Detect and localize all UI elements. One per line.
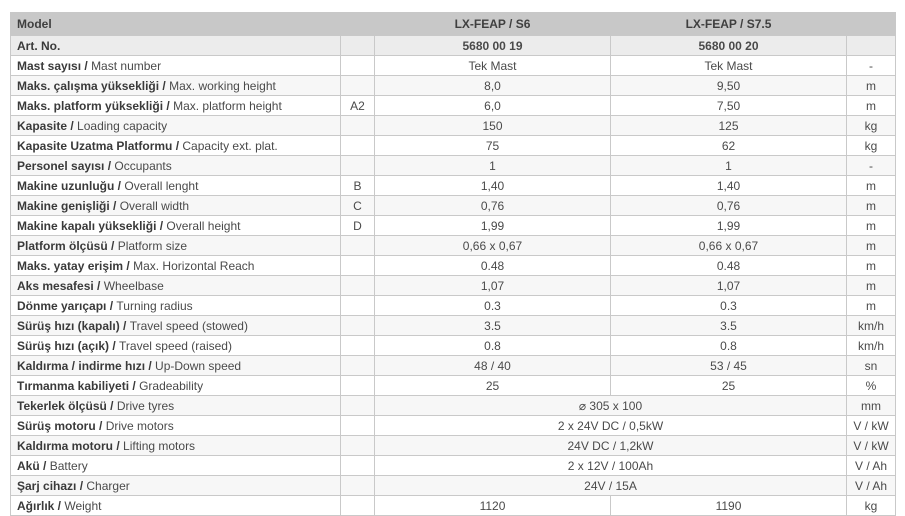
row-value-model-1: 0.8	[375, 336, 611, 356]
row-unit: -	[847, 156, 896, 176]
row-label-turkish: Dönme yarıçapı	[17, 298, 107, 313]
row-label-english: Drive tyres	[116, 398, 175, 413]
row-label	[11, 196, 341, 216]
table-row	[11, 36, 896, 56]
row-label-turkish: Maks. çalışma yüksekliği	[17, 78, 160, 93]
row-unit: -	[847, 56, 896, 76]
row-label-separator: /	[39, 458, 50, 473]
row-label	[11, 76, 341, 96]
row-value-model-1: 0,66 x 0,67	[375, 236, 611, 256]
row-ref	[341, 416, 375, 436]
row-label-separator: /	[106, 398, 117, 413]
row-ref	[341, 396, 375, 416]
row-label-turkish: Sürüş hızı (açık)	[17, 338, 110, 353]
row-ref	[341, 456, 375, 476]
row-label-turkish: Mast sayısı	[17, 58, 82, 73]
row-unit: kg	[847, 116, 896, 136]
header-model-label: Model	[11, 13, 341, 36]
row-unit: m	[847, 196, 896, 216]
row-value-model-2: Tek Mast	[611, 56, 847, 76]
row-value-model-1: 25	[375, 376, 611, 396]
row-value-model-2: 1190	[611, 496, 847, 516]
row-value-model-1: 0.3	[375, 296, 611, 316]
row-unit: kg	[847, 496, 896, 516]
row-value-model-2: 1,99	[611, 216, 847, 236]
table-row	[11, 196, 896, 216]
spec-table-body	[11, 36, 896, 516]
row-unit: sn	[847, 356, 896, 376]
row-value-model-1: 75	[375, 136, 611, 156]
row-value-model-2: 3.5	[611, 316, 847, 336]
row-value-model-1: Tek Mast	[375, 56, 611, 76]
row-label-turkish: Kapasite Uzatma Platformu	[17, 138, 173, 153]
row-label-turkish: Art. No.	[17, 38, 61, 53]
row-unit: V / Ah	[847, 456, 896, 476]
row-value-model-2: 125	[611, 116, 847, 136]
row-label-separator: /	[163, 98, 174, 113]
row-unit: kg	[847, 136, 896, 156]
row-value-model-2: 0,76	[611, 196, 847, 216]
table-row	[11, 336, 896, 356]
row-label-turkish: Tekerlek ölçüsü	[17, 398, 107, 413]
spec-table	[10, 12, 896, 516]
row-label	[11, 236, 341, 256]
table-row	[11, 376, 896, 396]
row-ref	[341, 36, 375, 56]
spec-table-container	[10, 12, 895, 516]
row-value-shared: 24V DC / 1,2kW	[375, 436, 847, 456]
row-label	[11, 96, 341, 116]
row-ref	[341, 436, 375, 456]
row-value-model-2: 1,07	[611, 276, 847, 296]
row-ref	[341, 296, 375, 316]
row-label-english: Up-Down speed	[155, 358, 242, 373]
row-value-model-2: 5680 00 20	[611, 36, 847, 56]
row-value-model-1: 8,0	[375, 76, 611, 96]
row-label-separator: /	[145, 358, 156, 373]
row-value-model-2: 9,50	[611, 76, 847, 96]
row-label	[11, 456, 341, 476]
row-value-shared: 2 x 24V DC / 0,5kW	[375, 416, 847, 436]
row-unit: m	[847, 236, 896, 256]
row-ref	[341, 256, 375, 276]
row-unit: V / Ah	[847, 476, 896, 496]
row-value-model-1: 3.5	[375, 316, 611, 336]
header-ref-cell	[341, 13, 375, 36]
row-label	[11, 296, 341, 316]
row-label-english: Weight	[64, 498, 102, 513]
header-row	[11, 13, 896, 36]
row-label-separator: /	[114, 178, 125, 193]
row-label	[11, 256, 341, 276]
row-label	[11, 276, 341, 296]
row-ref	[341, 156, 375, 176]
row-unit: km/h	[847, 336, 896, 356]
row-label-turkish: Makine kapalı yüksekliği	[17, 218, 157, 233]
row-ref: C	[341, 196, 375, 216]
row-value-model-1: 1	[375, 156, 611, 176]
row-label-english: Wheelbase	[103, 278, 164, 293]
row-label-separator: /	[93, 278, 104, 293]
row-unit: V / kW	[847, 416, 896, 436]
row-value-model-1: 1,07	[375, 276, 611, 296]
table-row	[11, 496, 896, 516]
row-label-turkish: Kaldırma motoru	[17, 438, 114, 453]
row-unit: V / kW	[847, 436, 896, 456]
row-value-shared: 24V / 15A	[375, 476, 847, 496]
row-label-english: Overall lenght	[124, 178, 199, 193]
row-label-separator: /	[119, 318, 130, 333]
row-value-model-1: 150	[375, 116, 611, 136]
row-label-english: Travel speed (stowed)	[129, 318, 248, 333]
row-label-english: Capacity ext. plat.	[182, 138, 278, 153]
row-unit: km/h	[847, 316, 896, 336]
row-label	[11, 116, 341, 136]
row-label-separator: /	[123, 258, 134, 273]
row-value-model-2: 62	[611, 136, 847, 156]
row-value-model-1: 0.48	[375, 256, 611, 276]
header-model-1: LX-FEAP / S6	[375, 13, 611, 36]
table-row	[11, 276, 896, 296]
row-label-separator: /	[129, 378, 140, 393]
row-label-turkish: Platform ölçüsü	[17, 238, 108, 253]
row-value-model-2: 7,50	[611, 96, 847, 116]
row-label-separator: /	[95, 418, 106, 433]
row-label	[11, 476, 341, 496]
row-unit: m	[847, 96, 896, 116]
row-label-separator: /	[109, 338, 120, 353]
row-label-english: Platform size	[117, 238, 188, 253]
table-row	[11, 76, 896, 96]
row-label	[11, 36, 341, 56]
table-row	[11, 456, 896, 476]
row-label-turkish: Tırmanma kabiliyeti	[17, 378, 130, 393]
row-label	[11, 156, 341, 176]
row-label-separator: /	[106, 298, 117, 313]
row-unit: mm	[847, 396, 896, 416]
row-value-shared: 2 x 12V / 100Ah	[375, 456, 847, 476]
row-ref	[341, 236, 375, 256]
row-label	[11, 56, 341, 76]
row-ref	[341, 76, 375, 96]
table-row	[11, 316, 896, 336]
row-label-english: Overall width	[119, 198, 190, 213]
row-label-separator: /	[67, 118, 78, 133]
row-ref	[341, 376, 375, 396]
row-unit: m	[847, 216, 896, 236]
row-value-model-2: 0.3	[611, 296, 847, 316]
row-label-turkish: Sürüş motoru	[17, 418, 96, 433]
row-label-separator: /	[172, 138, 183, 153]
row-label-separator: /	[104, 158, 115, 173]
row-label-english: Mast number	[91, 58, 162, 73]
row-unit: m	[847, 76, 896, 96]
row-value-model-2: 53 / 45	[611, 356, 847, 376]
row-value-model-1: 1,40	[375, 176, 611, 196]
row-label-separator: /	[54, 498, 65, 513]
row-label	[11, 136, 341, 156]
row-ref	[341, 476, 375, 496]
row-value-model-2: 0.48	[611, 256, 847, 276]
table-row	[11, 256, 896, 276]
row-label-english: Charger	[86, 478, 130, 493]
row-value-model-2: 0,66 x 0,67	[611, 236, 847, 256]
row-label-english: Loading capacity	[77, 118, 168, 133]
row-ref	[341, 356, 375, 376]
row-value-model-2: 0.8	[611, 336, 847, 356]
row-label-turkish: Makine uzunluğu	[17, 178, 115, 193]
row-label-english: Travel speed (raised)	[119, 338, 232, 353]
row-label-separator: /	[159, 78, 170, 93]
table-row	[11, 296, 896, 316]
table-row	[11, 136, 896, 156]
row-value-model-1: 6,0	[375, 96, 611, 116]
table-row	[11, 476, 896, 496]
row-value-model-1: 0,76	[375, 196, 611, 216]
row-label-separator: /	[113, 438, 124, 453]
row-label	[11, 496, 341, 516]
row-label-separator: /	[81, 58, 92, 73]
row-label-turkish: Akü	[17, 458, 40, 473]
table-row	[11, 416, 896, 436]
row-label-turkish: Aks mesafesi	[17, 278, 94, 293]
table-row	[11, 356, 896, 376]
row-value-model-2: 25	[611, 376, 847, 396]
row-label	[11, 316, 341, 336]
row-label-turkish: Şarj cihazı	[17, 478, 77, 493]
row-unit: m	[847, 256, 896, 276]
row-label	[11, 216, 341, 236]
row-label-separator: /	[76, 478, 87, 493]
row-ref	[341, 316, 375, 336]
row-value-model-1: 1,99	[375, 216, 611, 236]
header-model-2: LX-FEAP / S7.5	[611, 13, 847, 36]
row-ref	[341, 496, 375, 516]
row-label-english: Occupants	[114, 158, 172, 173]
row-label-separator: /	[107, 238, 118, 253]
table-row	[11, 96, 896, 116]
row-label-separator: /	[109, 198, 120, 213]
table-row	[11, 116, 896, 136]
row-ref	[341, 136, 375, 156]
row-ref: A2	[341, 96, 375, 116]
row-value-model-2: 1	[611, 156, 847, 176]
header-unit-cell	[847, 13, 896, 36]
row-label	[11, 396, 341, 416]
row-label	[11, 416, 341, 436]
row-label-english: Max. platform height	[173, 98, 282, 113]
row-ref	[341, 116, 375, 136]
row-label-turkish: Ağırlık	[17, 498, 55, 513]
row-label-turkish: Sürüş hızı (kapalı)	[17, 318, 120, 333]
row-label	[11, 376, 341, 396]
row-label-turkish: Kaldırma / indirme hızı	[17, 358, 146, 373]
row-label-english: Max. working height	[169, 78, 276, 93]
row-label-english: Drive motors	[105, 418, 174, 433]
table-row	[11, 436, 896, 456]
row-unit: %	[847, 376, 896, 396]
table-row	[11, 56, 896, 76]
row-label-english: Max. Horizontal Reach	[133, 258, 255, 273]
row-unit	[847, 36, 896, 56]
row-label-english: Battery	[49, 458, 88, 473]
row-value-shared: ⌀ 305 x 100	[375, 396, 847, 416]
row-label	[11, 336, 341, 356]
row-unit: m	[847, 276, 896, 296]
row-label	[11, 176, 341, 196]
table-row	[11, 216, 896, 236]
row-ref: B	[341, 176, 375, 196]
row-label-turkish: Personel sayısı	[17, 158, 105, 173]
table-row	[11, 156, 896, 176]
row-ref: D	[341, 216, 375, 236]
row-label-english: Lifting motors	[123, 438, 196, 453]
row-value-model-1: 48 / 40	[375, 356, 611, 376]
row-label-turkish: Maks. yatay erişim	[17, 258, 124, 273]
row-ref	[341, 276, 375, 296]
row-label	[11, 356, 341, 376]
row-label-turkish: Makine genişliği	[17, 198, 110, 213]
row-value-model-1: 1120	[375, 496, 611, 516]
row-unit: m	[847, 296, 896, 316]
row-ref	[341, 336, 375, 356]
row-label-turkish: Kapasite	[17, 118, 68, 133]
row-label-separator: /	[156, 218, 167, 233]
row-value-model-1: 5680 00 19	[375, 36, 611, 56]
row-label-english: Gradeability	[139, 378, 204, 393]
table-row	[11, 176, 896, 196]
row-value-model-2: 1,40	[611, 176, 847, 196]
row-unit: m	[847, 176, 896, 196]
row-label-english: Turning radius	[116, 298, 193, 313]
table-row	[11, 236, 896, 256]
row-ref	[341, 56, 375, 76]
row-label-english: Overall height	[166, 218, 241, 233]
row-label-turkish: Maks. platform yüksekliği	[17, 98, 164, 113]
table-row	[11, 396, 896, 416]
row-label	[11, 436, 341, 456]
